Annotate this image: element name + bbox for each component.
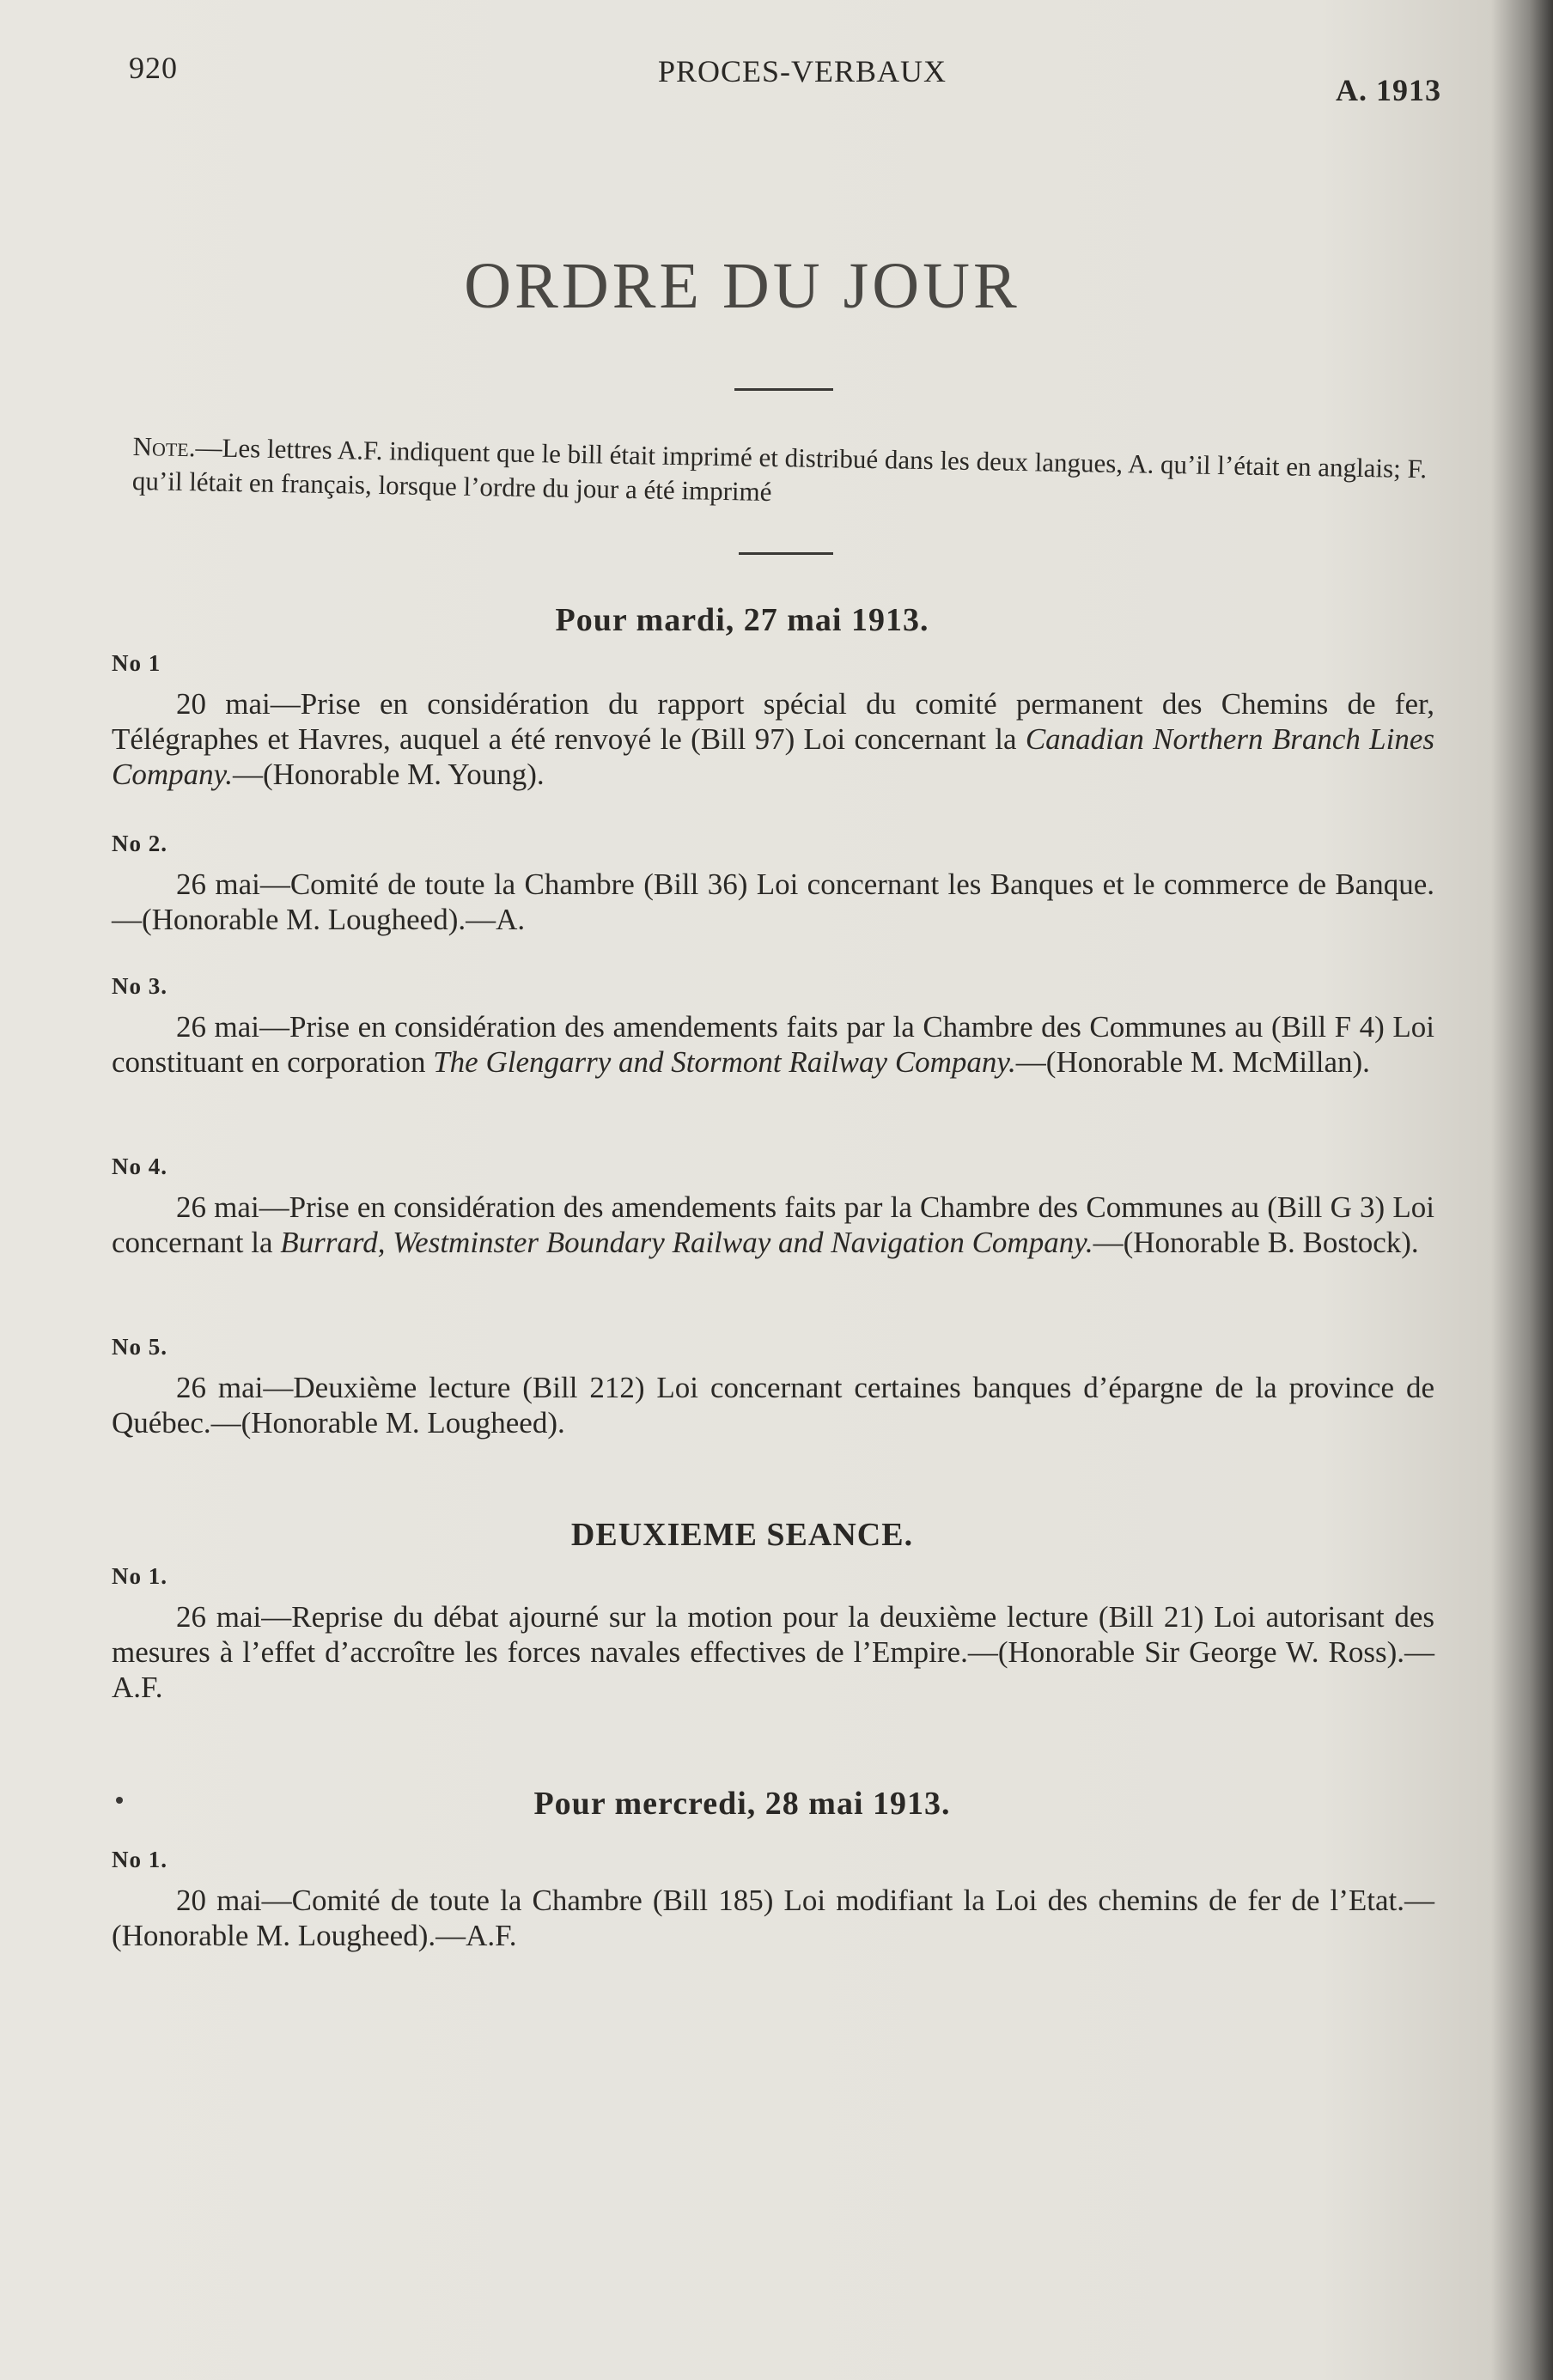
item-italic: Canadian Northern Branch Lines Company.: [112, 722, 1434, 791]
section-heading: DEUXIEME SEANCE.: [570, 1517, 914, 1553]
item-number: No 1.: [112, 1847, 167, 1872]
item-text: 26 mai—Reprise du débat ajourné sur la motion pour la deuxième lecture (Bill 21) Loi autorisant des mesures à l’effet d’accroître les forces navales effectives de l’Empire.—(Honorable Sir George W. Ross).—A.F.: [112, 1600, 1434, 1704]
item-text: 26 mai—Deuxième lecture (Bill 212) Loi concernant certaines banques d’épargne de la province de Québec.—(Honorable M. Lougheed).: [112, 1371, 1434, 1440]
running-header: [129, 50, 1441, 107]
agenda-item: [112, 1149, 1434, 1260]
item-number: No 5.: [112, 1334, 167, 1360]
item-number: No 3.: [112, 973, 167, 999]
item-text: 20 mai—Prise en considération du rapport spécial du comité permanent des Chemins de fer, Télégraphes et Havres, auquel a été renvoyé le (Bill 97) Loi concernant la Canadian Northern Branch Lines Company.—(Honorable M. Young).: [112, 687, 1434, 791]
divider-rule: [739, 552, 833, 555]
agenda-item: [112, 1330, 1434, 1440]
divider-rule: [734, 388, 833, 391]
note-text: —Les lettres A.F. indiquent que le bill était imprimé et distribué dans les deux langues, A. qu’il l’était en anglais; F. qu’il létait en français, lorsque l’ordre du jour a été imprimé: [131, 432, 1428, 507]
item-number: No 2.: [112, 831, 167, 856]
agenda-item: [112, 826, 1434, 937]
note-paragraph: [132, 429, 1430, 520]
year-label: A. 1913: [1336, 73, 1441, 107]
page-title: ORDRE DU JOUR: [464, 250, 1020, 322]
item-number: No 1.: [112, 1563, 167, 1589]
section-heading: Pour mardi, 27 mai 1913.: [555, 602, 929, 638]
section-heading: Pour mercredi, 28 mai 1913.: [533, 1786, 951, 1822]
agenda-item: [112, 1842, 1434, 1953]
item-text: 20 mai—Comité de toute la Chambre (Bill 185) Loi modifiant la Loi des chemins de fer de l’Etat.—(Honorable M. Lougheed).—A.F.: [112, 1884, 1434, 1952]
item-number: No 4.: [112, 1153, 167, 1179]
agenda-item: [112, 1559, 1434, 1705]
item-text: 26 mai—Prise en considération des amendements faits par la Chambre des Communes au (Bill G 3) Loi concernant la Burrard, Westminster Boundary Railway and Navigation Company.—(Honorable B. Bostock).: [112, 1190, 1434, 1259]
agenda-item: [112, 969, 1434, 1080]
item-italic: Burrard, Westminster Boundary Railway and Navigation Company.: [280, 1226, 1093, 1259]
note-lead: Note.: [132, 430, 196, 463]
item-text: 26 mai—Prise en considération des amendements faits par la Chambre des Communes au (Bill F 4) Loi constituant en corporation The Glengarry and Stormont Railway Company.—(Honorable M. McMillan).: [112, 1010, 1434, 1079]
item-italic: The Glengarry and Stormont Railway Company.: [433, 1045, 1016, 1079]
item-number: No 1: [112, 650, 161, 676]
agenda-item: [112, 646, 1434, 792]
running-title: PROCES-VERBAUX: [657, 54, 947, 88]
page-number: 920: [129, 51, 178, 85]
item-text: 26 mai—Comité de toute la Chambre (Bill 36) Loi concernant les Banques et le commerce de Banque.—(Honorable M. Lougheed).—A.: [112, 867, 1434, 936]
